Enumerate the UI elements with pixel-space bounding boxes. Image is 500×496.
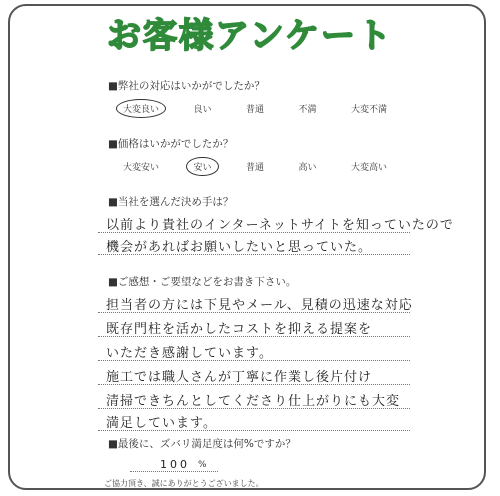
q1-option-5[interactable]: 大変不満 (350, 105, 387, 115)
q4-answer-line-3: いただき感謝しています。 (106, 346, 273, 361)
question-4-label: ■ご感想・ご要望などをお書き下さい。 (108, 276, 297, 288)
q1-option-1[interactable]: 大変良い (120, 102, 162, 115)
q3-answer-line-1: 以前より貴社のインターネットサイトを知っていたので (106, 218, 454, 233)
q2-option-5[interactable]: 大変高い (350, 163, 387, 173)
q4-answer-line-5: 清掃できちんとしてくださり仕上がりにも大変 (106, 394, 401, 409)
percent-unit: % (198, 460, 207, 470)
q2-option-1[interactable]: 大変安い (123, 163, 160, 173)
question-1-label: ■弊社の対応はいかがでしたか？ (108, 80, 265, 92)
survey-title: お客様アンケート (107, 16, 393, 56)
q4-answer-line-4: 施工では職人さんが丁寧に作業し後片付け (106, 370, 373, 385)
q4-answer-line-6: 満足しています。 (106, 416, 217, 431)
q1-option-2[interactable]: 良い (193, 105, 212, 115)
q1-option-4[interactable]: 不満 (298, 105, 317, 115)
q4-answer-line-2: 既存門柱を活かしたコストを抑える提案を (106, 322, 373, 337)
satisfaction-value[interactable]: 100 (160, 458, 190, 471)
thanks-message: ご協力頂き、誠にありがとうございました。 (104, 479, 264, 488)
q4-answer-line-1: 担当者の方には下見やメール、見積の迅速な対応 (106, 298, 413, 313)
q2-option-3[interactable]: 普通 (245, 163, 264, 173)
question-1-options (120, 102, 390, 115)
q2-option-4[interactable]: 高い (298, 163, 317, 173)
percent-answer-line (130, 471, 218, 472)
q3-answer-line-2: 機会があればお願いしたいと思っていた。 (106, 240, 373, 255)
question-5-label: ■最後に、ズバリ満足度は何%ですか？ (108, 438, 296, 450)
q2-option-2[interactable]: 安い (190, 160, 214, 173)
q1-option-3[interactable]: 普通 (245, 105, 264, 115)
question-2-label: ■価格はいかがでしたか？ (108, 138, 234, 150)
question-2-options (120, 160, 390, 173)
question-3-label: ■当社を選んだ決め手は？ (108, 196, 234, 208)
